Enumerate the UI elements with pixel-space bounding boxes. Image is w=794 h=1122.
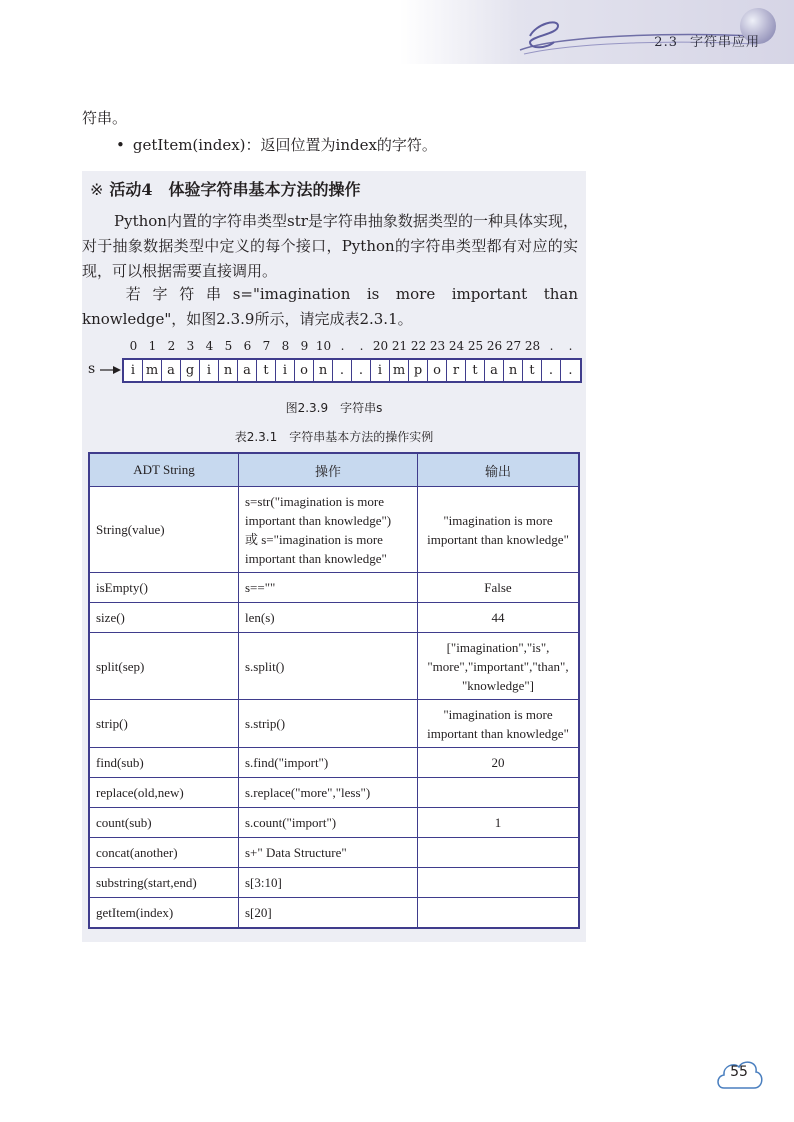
char-cell: . xyxy=(352,360,371,381)
operation-line: s.replace("more","less") xyxy=(245,785,371,800)
index-label: . xyxy=(549,339,554,353)
cell-method: strip() xyxy=(89,700,239,748)
cell-operation xyxy=(239,808,418,838)
cell-output xyxy=(418,633,580,700)
activity-title xyxy=(90,177,361,200)
cell-output xyxy=(418,700,580,748)
table-row xyxy=(89,748,579,778)
cell-method: concat(another) xyxy=(89,838,239,868)
operation-line: s[3:10] xyxy=(245,875,282,890)
activity-box xyxy=(82,171,586,942)
operation-line: s.find("import") xyxy=(245,755,329,770)
page-number: 55 xyxy=(730,1064,748,1080)
cell-method: String(value) xyxy=(89,487,239,573)
cell-method: replace(old,new) xyxy=(89,778,239,808)
operation-line: important than knowledge") xyxy=(245,512,392,528)
char-cell: g xyxy=(181,360,200,381)
char-cell: r xyxy=(447,360,466,381)
intro-tail-text: 符串。 xyxy=(82,109,128,127)
section-title: 字符串应用 xyxy=(689,35,760,50)
operation-line: len(s) xyxy=(245,610,275,625)
index-label: 20 xyxy=(372,339,389,353)
char-cell: . xyxy=(333,360,352,381)
index-label: 24 xyxy=(448,339,465,353)
index-label: 28 xyxy=(524,339,541,353)
table-row xyxy=(89,573,579,603)
char-cell: t xyxy=(257,360,276,381)
activity-paragraph-1 xyxy=(82,209,578,284)
arrow-right-icon xyxy=(100,365,122,375)
table-row xyxy=(89,633,579,700)
string-diagram xyxy=(82,339,586,397)
output-line: 20 xyxy=(491,755,505,770)
cell-operation xyxy=(239,838,418,868)
table-row xyxy=(89,808,579,838)
char-cells xyxy=(122,358,582,383)
operation-line: s.split() xyxy=(245,658,285,674)
char-cell: a xyxy=(238,360,257,381)
index-label: 25 xyxy=(467,339,484,353)
header-section xyxy=(654,31,760,50)
paragraph-2-text: 若字符串s="imagination is more important than knowledge"，如图2.3.9所示，请完成表2.3.1。 xyxy=(82,285,578,328)
table-row xyxy=(89,898,579,928)
char-cell: a xyxy=(485,360,504,381)
char-cell: o xyxy=(428,360,447,381)
char-cell: i xyxy=(200,360,219,381)
activity-title-text: 活动4 体验字符串基本方法的操作 xyxy=(109,180,361,199)
output-line: ["imagination","is", xyxy=(446,639,550,655)
output-line: "imagination is more xyxy=(443,706,553,722)
char-cell: n xyxy=(219,360,238,381)
cell-operation xyxy=(239,700,418,748)
table-row xyxy=(89,700,579,748)
operation-line: s[20] xyxy=(245,904,272,920)
index-label: 3 xyxy=(186,339,195,353)
cell-output xyxy=(418,808,580,838)
output-line: "knowledge"] xyxy=(462,677,534,693)
output-line: important than knowledge" xyxy=(427,725,569,741)
char-cell: p xyxy=(409,360,428,381)
char-cell: . xyxy=(542,360,561,381)
activity-paragraph-2 xyxy=(82,282,578,332)
char-cell: t xyxy=(466,360,485,381)
cell-output xyxy=(418,868,580,898)
index-label: 0 xyxy=(129,339,138,353)
section-number: 2.3 xyxy=(654,35,678,50)
operations-table xyxy=(88,452,580,929)
index-label: 10 xyxy=(315,339,332,353)
index-label: 21 xyxy=(391,339,408,353)
operation-line: s+" Data Structure" xyxy=(245,845,347,860)
page-header xyxy=(400,0,794,64)
index-label: 2 xyxy=(167,339,176,353)
output-line: False xyxy=(484,580,512,595)
index-label: 6 xyxy=(243,339,252,353)
cell-output xyxy=(418,778,580,808)
char-cell: o xyxy=(295,360,314,381)
char-cell: n xyxy=(314,360,333,381)
index-label: 23 xyxy=(429,339,446,353)
char-cell: i xyxy=(276,360,295,381)
output-line: "imagination is more xyxy=(443,512,553,528)
index-label: 26 xyxy=(486,339,503,353)
table-header-row xyxy=(89,453,579,487)
char-cell: m xyxy=(390,360,409,381)
cell-method: getItem(index) xyxy=(89,898,239,928)
char-cell: n xyxy=(504,360,523,381)
table-row xyxy=(89,487,579,573)
index-label: 9 xyxy=(300,339,309,353)
output-line: important than knowledge" xyxy=(427,531,569,547)
cell-operation xyxy=(239,633,418,700)
operation-line: s.strip() xyxy=(245,716,286,731)
char-cell: m xyxy=(143,360,162,381)
char-cell: i xyxy=(371,360,390,381)
cell-method: isEmpty() xyxy=(89,573,239,603)
table-row xyxy=(89,838,579,868)
cell-operation xyxy=(239,778,418,808)
char-cell: t xyxy=(523,360,542,381)
table-row xyxy=(89,603,579,633)
cell-output xyxy=(418,838,580,868)
index-label: 22 xyxy=(410,339,427,353)
cell-operation xyxy=(239,603,418,633)
paragraph-1-text: Python内置的字符串类型str是字符串抽象数据类型的一种具体实现，对于抽象数据类型中定义的每个接口，Python的字符串类型都有对应的实现，可以根据需要直接调用。 xyxy=(82,212,578,280)
index-label: . xyxy=(359,339,364,353)
char-cell: . xyxy=(568,363,573,378)
cell-method: size() xyxy=(89,603,239,633)
index-label: 4 xyxy=(205,339,214,353)
operation-line: 或 s="imagination is more xyxy=(245,531,383,547)
table-row xyxy=(89,778,579,808)
cell-method: find(sub) xyxy=(89,748,239,778)
operation-line: s=str("imagination is more xyxy=(245,493,385,509)
cell-method: split(sep) xyxy=(89,633,239,700)
index-label: 1 xyxy=(148,339,157,353)
index-label: 27 xyxy=(505,339,522,353)
cell-operation xyxy=(239,748,418,778)
figure-caption: 图2.3.9 字符串s xyxy=(285,401,383,415)
bullet-item xyxy=(116,134,437,155)
cell-operation xyxy=(239,573,418,603)
string-label: s xyxy=(88,361,96,377)
cell-operation xyxy=(239,487,418,573)
operation-line: s=="" xyxy=(245,580,276,595)
table-caption: 表2.3.1 字符串基本方法的操作实例 xyxy=(234,430,434,444)
header-operation: 操作 xyxy=(239,453,418,487)
index-label: 5 xyxy=(224,339,233,353)
header-adt: ADT String xyxy=(89,453,239,487)
page-number-badge xyxy=(714,1054,764,1098)
bullet-text: getItem(index)：返回位置为index的字符。 xyxy=(132,136,437,154)
output-line: 44 xyxy=(491,610,505,625)
index-label: . xyxy=(568,339,573,353)
cell-method: substring(start,end) xyxy=(89,868,239,898)
index-label: 7 xyxy=(262,339,271,353)
index-label: 8 xyxy=(281,339,290,353)
cell-operation xyxy=(239,898,418,928)
operation-line: important than knowledge" xyxy=(245,550,387,566)
output-line: 1 xyxy=(494,815,502,830)
table-row xyxy=(89,868,579,898)
cell-method: count(sub) xyxy=(89,808,239,838)
header-output: 输出 xyxy=(418,453,580,487)
index-label: . xyxy=(340,339,345,353)
char-cell: a xyxy=(162,360,181,381)
cell-output xyxy=(418,573,580,603)
cell-output xyxy=(418,898,580,928)
char-cell: i xyxy=(124,360,143,381)
bullet-dot-icon: • xyxy=(116,136,125,154)
cell-output xyxy=(418,603,580,633)
cell-output xyxy=(418,487,580,573)
output-line: "more","important","than", xyxy=(427,658,569,674)
cell-operation xyxy=(239,868,418,898)
operation-line: s.count("import") xyxy=(245,815,337,830)
reference-mark-icon: ※ xyxy=(90,180,104,199)
cell-output xyxy=(418,748,580,778)
